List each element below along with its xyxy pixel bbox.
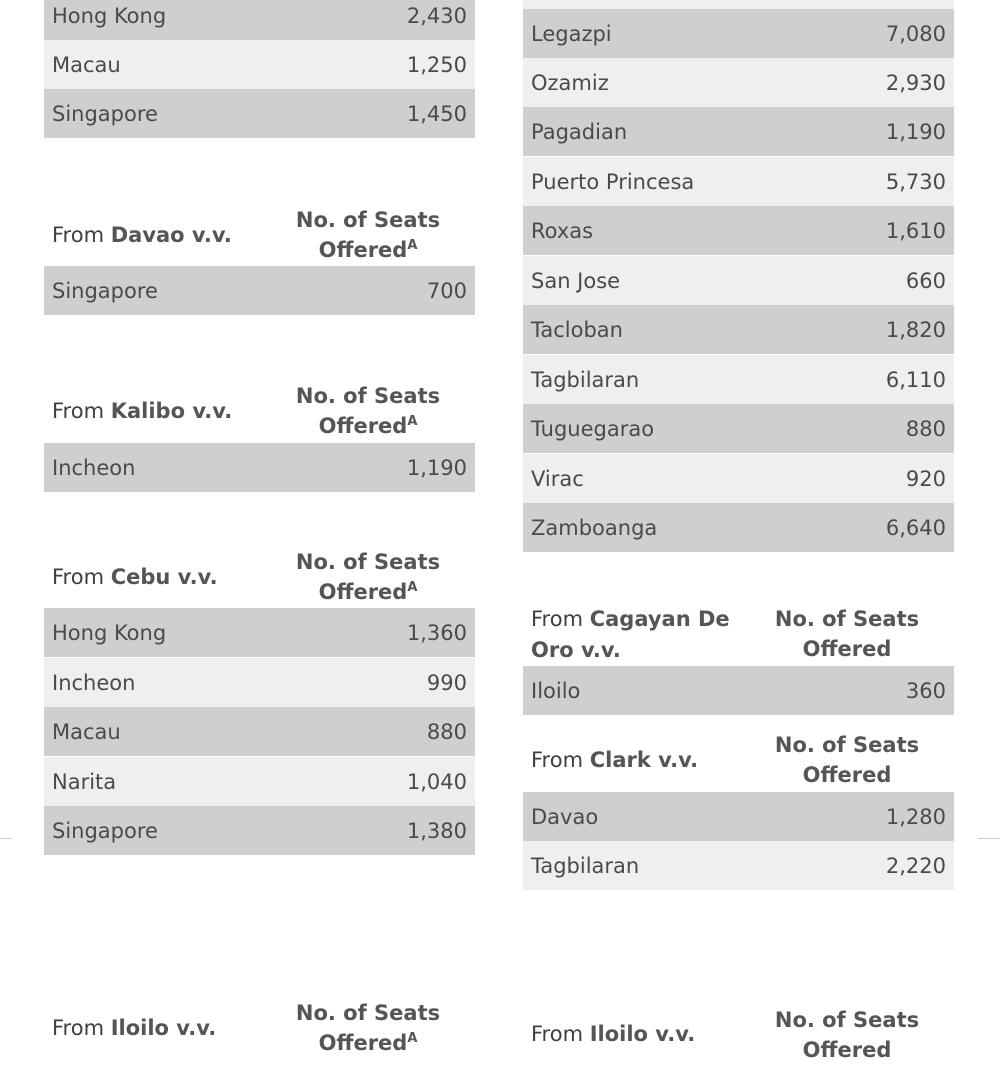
seats-cell: 5,730 (885, 169, 946, 194)
destination-cell: Ozamiz (531, 70, 609, 95)
seats-cell: 2,930 (885, 70, 946, 95)
destination-cell: Iloilo (531, 678, 581, 703)
seats-column-header: No. of Seats Offered$^A$ (295, 1001, 441, 1055)
destination-cell: Zamboanga (531, 515, 658, 540)
seats-column-header: No. of Seats Offered$^A$ (295, 384, 441, 438)
seats-column-header: No. of Seats Offered$^A$ (295, 550, 441, 604)
table-header-origin: From Iloilo v.v. (531, 1022, 696, 1046)
seats-cell: 2,220 (885, 853, 946, 878)
seats-cell: 1,820 (885, 317, 946, 342)
seats-cell: 1,360 (406, 620, 467, 645)
destination-cell: Virac (531, 466, 584, 491)
seats-column-header: No. of Seats Offered (774, 607, 920, 661)
table-row (44, 608, 475, 657)
destination-cell: Narita (52, 769, 117, 794)
destination-cell: Incheon (52, 670, 136, 695)
seats-cell: 1,380 (406, 818, 467, 843)
footnote-marker: A (407, 1031, 418, 1046)
table-row (523, 503, 954, 552)
destination-cell: Singapore (52, 278, 158, 303)
origin-label: Iloilo v.v. (110, 1016, 217, 1040)
seats-cell: 1,280 (885, 804, 946, 829)
seats-cell: 880 (905, 416, 946, 441)
table-row (44, 757, 475, 806)
table-row (523, 107, 954, 156)
table-header-origin: From Iloilo v.v. (52, 1016, 217, 1040)
table-row (44, 806, 475, 855)
table-row (523, 9, 954, 58)
table-row (523, 841, 954, 890)
table-row (523, 666, 954, 715)
seats-cell: 6,110 (885, 367, 946, 392)
table-row (523, 404, 954, 453)
origin-label: Kalibo v.v. (110, 399, 233, 423)
table-header-origin: From Cebu v.v. (52, 565, 218, 589)
table-row (44, 707, 475, 756)
table-row (44, 40, 475, 89)
table-row (523, 454, 954, 503)
table-header-origin: From Clark v.v. (531, 748, 699, 772)
seats-cell: 7,080 (885, 21, 946, 46)
table-header-origin: From Davao v.v. (52, 223, 232, 247)
footnote-marker: A (407, 414, 418, 429)
destination-cell: Macau (52, 52, 121, 77)
table-header-origin: From Cagayan De Oro v.v. (531, 607, 730, 662)
table-row-partial (523, 0, 954, 9)
seats-cell: 660 (905, 268, 946, 293)
seats-cell: 2,430 (406, 3, 467, 28)
seats-cell: 1,190 (406, 455, 467, 480)
seats-cell: 920 (905, 466, 946, 491)
table-row (523, 206, 954, 255)
destination-cell: San Jose (531, 268, 621, 293)
table-row (44, 443, 475, 492)
seats-cell: 6,640 (885, 515, 946, 540)
seats-cell: 1,450 (406, 101, 467, 126)
table-row (44, 266, 475, 315)
seats-cell: 700 (426, 278, 467, 303)
table-header-origin: From Kalibo v.v. (52, 399, 233, 423)
table-row (44, 89, 475, 138)
destination-cell: Tacloban (531, 317, 623, 342)
seats-cell: 880 (426, 719, 467, 744)
seats-cell: 1,040 (406, 769, 467, 794)
origin-label: Davao v.v. (110, 223, 232, 247)
destination-cell: Pagadian (531, 119, 628, 144)
seats-column-header: No. of Seats Offered$^A$ (295, 208, 441, 262)
table-row (523, 256, 954, 305)
destination-cell: Roxas (531, 218, 594, 243)
destination-cell: Legazpi (531, 21, 612, 46)
destination-cell: Davao (531, 804, 599, 829)
table-row (44, 658, 475, 707)
destination-cell: Singapore (52, 101, 158, 126)
table-row (523, 792, 954, 841)
origin-label: Clark v.v. (589, 748, 699, 772)
seats-cell: 1,610 (885, 218, 946, 243)
destination-cell: Tagbilaran (531, 367, 640, 392)
seats-cell: 1,190 (885, 119, 946, 144)
table-row (523, 58, 954, 107)
seats-cell: 990 (426, 670, 467, 695)
table-row (44, 0, 475, 40)
seats-column-header: No. of Seats Offered (774, 1008, 920, 1062)
destination-cell: Hong Kong (52, 3, 167, 28)
destination-cell: Macau (52, 719, 121, 744)
destination-cell: Puerto Princesa (531, 169, 695, 194)
destination-cell: Incheon (52, 455, 136, 480)
destination-cell: Tagbilaran (531, 853, 640, 878)
seats-column-header: No. of Seats Offered (774, 733, 920, 787)
origin-label: Cebu v.v. (110, 565, 218, 589)
footnote-marker: A (407, 580, 418, 595)
destination-cell: Tuguegarao (531, 416, 655, 441)
footnote-marker: A (407, 238, 418, 253)
table-row (523, 157, 954, 206)
seats-cell: 1,250 (406, 52, 467, 77)
destination-cell: Singapore (52, 818, 158, 843)
table-row (523, 355, 954, 404)
origin-label: Iloilo v.v. (589, 1022, 696, 1046)
table-row (523, 305, 954, 354)
seats-cell: 360 (905, 678, 946, 703)
destination-cell: Hong Kong (52, 620, 167, 645)
divider (0, 838, 12, 839)
divider (978, 838, 1000, 839)
origin-label: Cagayan De Oro v.v. (531, 607, 730, 662)
